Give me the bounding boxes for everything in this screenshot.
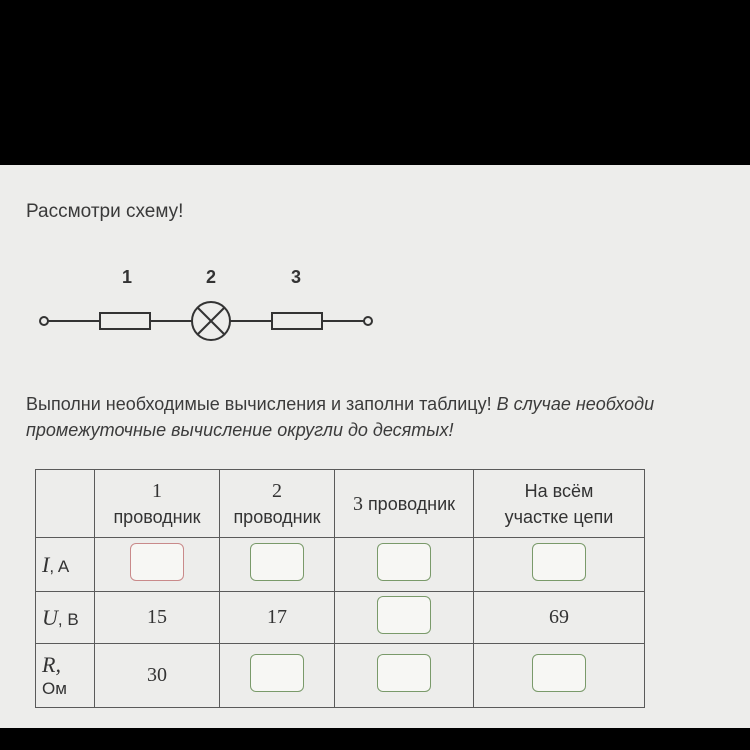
header-2-num: 2 xyxy=(272,479,282,502)
input-current-total[interactable] xyxy=(532,543,586,581)
input-voltage-3[interactable] xyxy=(377,596,431,634)
input-resistance-3[interactable] xyxy=(377,654,431,692)
input-resistance-2[interactable] xyxy=(250,654,304,692)
table-row-current xyxy=(36,538,645,592)
resistance-unit: Ом xyxy=(42,679,67,698)
value-voltage-total: 69 xyxy=(549,606,569,628)
value-voltage-1: 15 xyxy=(147,606,167,628)
input-resistance-total[interactable] xyxy=(532,654,586,692)
cell-voltage-2 xyxy=(220,592,335,644)
left-terminal xyxy=(40,317,48,325)
header-3-num: 3 xyxy=(352,492,363,515)
task-line2-italic: промежуточные вычисление округли до десятых! xyxy=(26,420,454,440)
cell-voltage-total xyxy=(474,592,645,644)
header-conductor-1 xyxy=(95,470,220,538)
label-2: 2 xyxy=(205,267,217,287)
header-1-word: проводник xyxy=(113,506,201,527)
header-conductor-3 xyxy=(335,470,474,538)
label-1: 1 xyxy=(121,267,133,287)
current-unit: , A xyxy=(49,556,70,576)
corner-cell xyxy=(36,470,95,538)
table-row-voltage xyxy=(36,592,645,644)
row-label-resistance xyxy=(36,644,95,708)
table-header-row xyxy=(36,470,645,538)
cell-resistance-2 xyxy=(220,644,335,708)
cell-voltage-1 xyxy=(95,592,220,644)
circuit-diagram xyxy=(30,261,390,361)
header-total-line1: На всём xyxy=(524,480,594,501)
cell-current-total xyxy=(474,538,645,592)
intro-text: Рассмотри схему! xyxy=(26,201,184,222)
input-current-3[interactable] xyxy=(377,543,431,581)
task-instructions xyxy=(26,391,654,443)
cell-current-1 xyxy=(95,538,220,592)
header-total-line2: участке цепи xyxy=(504,506,614,527)
label-3: 3 xyxy=(290,267,302,287)
cell-voltage-3 xyxy=(335,592,474,644)
task-line1: Выполни необходимые вычисления и заполни таблицу! xyxy=(26,394,497,414)
row-label-current xyxy=(36,538,95,592)
cell-current-3 xyxy=(335,538,474,592)
cell-current-2 xyxy=(220,538,335,592)
cell-resistance-1 xyxy=(95,644,220,708)
current-symbol: I xyxy=(42,551,50,577)
row-label-voltage xyxy=(36,592,95,644)
header-3-word: проводник xyxy=(362,493,456,514)
value-voltage-2: 17 xyxy=(267,606,287,628)
header-1-num: 1 xyxy=(152,479,162,502)
table-row-resistance xyxy=(36,644,645,708)
resistance-symbol: R, xyxy=(42,652,61,677)
resistor-1 xyxy=(100,313,150,329)
cell-resistance-total xyxy=(474,644,645,708)
right-terminal xyxy=(364,317,372,325)
voltage-unit: , B xyxy=(57,609,79,629)
task-card xyxy=(0,165,750,728)
input-current-1[interactable] xyxy=(130,543,184,581)
resistor-3 xyxy=(272,313,322,329)
answer-table xyxy=(35,469,645,708)
header-total xyxy=(474,470,645,538)
input-current-2[interactable] xyxy=(250,543,304,581)
header-conductor-2 xyxy=(220,470,335,538)
header-2-word: проводник xyxy=(233,506,321,527)
task-line1-italic: В случае необходи xyxy=(496,394,655,414)
voltage-symbol: U xyxy=(42,604,58,630)
value-resistance-1: 30 xyxy=(147,664,167,686)
cell-resistance-3 xyxy=(335,644,474,708)
